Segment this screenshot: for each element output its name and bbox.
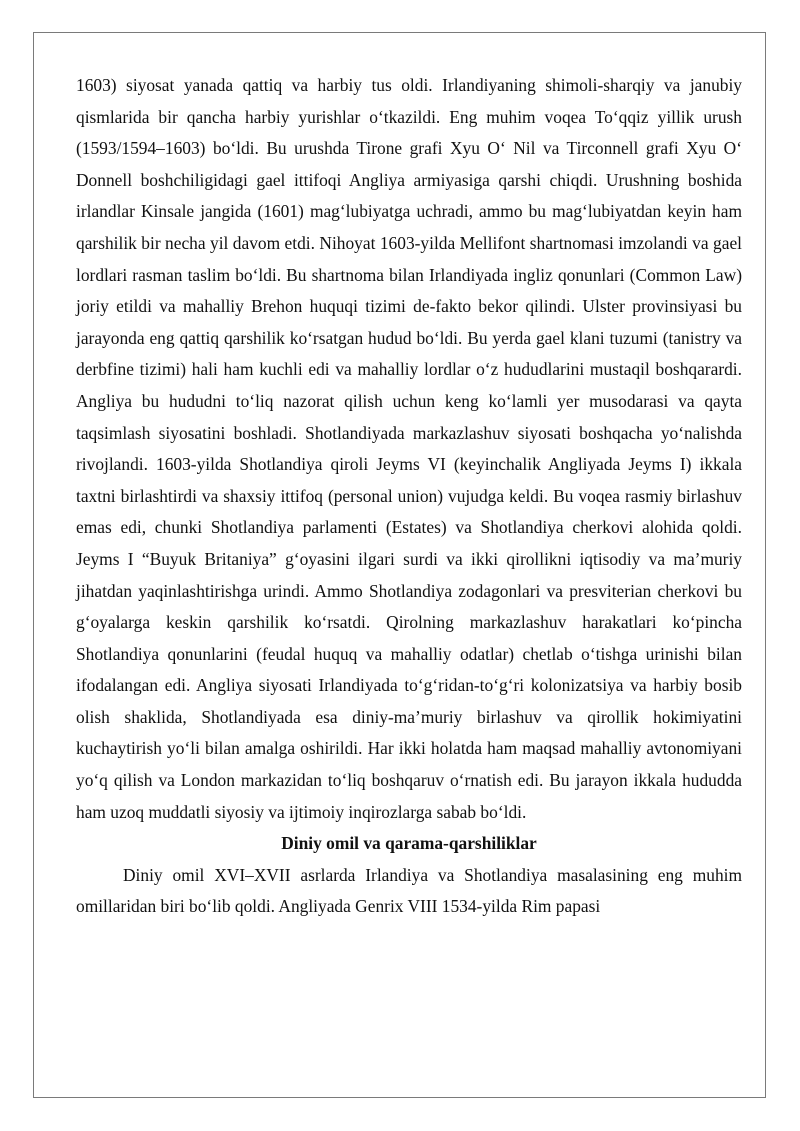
body-paragraph: 1603) siyosat yanada qattiq va harbiy tus oldi. Irlandiyaning shimoli-sharqiy va janubiy qismlarida bir qancha harbiy yurishlar oʻtkazildi. Eng muhim voqea Toʻqqiz yillik urush (1593/1594–1603) boʻldi. Bu urushda Tirone grafi Xyu Oʻ Nil va Tirconnell grafi Xyu Oʻ Donnell boshchiligidagi gael ittifoqi Angliya armiyasiga qarshi chiqdi. Urushning boshida irlandlar Kinsale jangida (1601) magʻlubiyatga uchradi, ammo bu magʻlubiyatdan keyin ham qarshilik bir necha yil davom etdi. Nihoyat 1603-yilda Mellifont shartnomasi imzolandi va gael lordlari rasman taslim boʻldi. Bu shartnoma bilan Irlandiyada ingliz qonunlari (Common Law) joriy etildi va mahalliy Brehon huquqi tizimi de-fakto bekor qilindi. Ulster provinsiyasi bu jarayonda eng qattiq qarshilik koʻrsatgan hudud boʻldi. Bu yerda gael klani tuzumi (tanistry va derbfine tizimi) hali ham kuchli edi va mahalliy lordlar oʻz hududlarini mustaqil boshqarardi. Angliya bu hududni toʻliq nazorat qilish uchun keng koʻlamli yer musodarasi va qayta taqsimlash siyosatini boshladi. Shotlandiyada markazlashuv siyosati boshqacha yoʻnalishda rivojlandi. 1603-yilda Shotlandiya qiroli Jeyms VI (keyinchalik Angliyada Jeyms I) ikkala taxtni birlashtirdi va shaxsiy ittifoq (personal union) vujudga keldi. Bu voqea rasmiy birlashuv emas edi, chunki Shotlandiya parlamenti (Estates) va Shotlandiya cherkovi alohida qoldi. Jeyms I “Buyuk Britaniya” gʻoyasini ilgari surdi va ikki qirollikni iqtisodiy va maʼmuriy jihatdan yaqinlashtirishga urindi. Ammo Shotlandiya zodagonlari va presviterian cherkovi bu gʻoyalarga keskin qarshilik koʻrsatdi. Qirolning markazlashuv harakatlari koʻpincha Shotlandiya qonunlarini (feudal huquq va mahalliy odatlar) chetlab oʻtishga urinishi bilan ifodalangan edi. Angliya siyosati Irlandiyada toʻgʻridan-toʻgʻri kolonizatsiya va harbiy bosib olish shaklida, Shotlandiyada esa diniy-maʼmuriy birlashuv va qirollik hokimiyatini kuchaytirish yoʻli bilan amalga oshirildi. Har ikki holatda ham maqsad mahalliy avtonomiyani yoʻq qilish va London markazidan toʻliq boshqaruv oʻrnatish edi. Bu jarayon ikkala hududda ham uzoq muddatli siyosiy va ijtimoiy inqirozlarga sabab boʻldi. [76,75,742,822]
document-body [76,70,742,923]
body-paragraph-continued: Diniy omil XVI–XVII asrlarda Irlandiya va Shotlandiya masalasining eng muhim omillaridan biri boʻlib qoldi. Angliyada Genrix VIII 1534-yilda Rim papasi [76,864,742,917]
section-heading: Diniy omil va qarama-qarshiliklar [281,833,537,854]
